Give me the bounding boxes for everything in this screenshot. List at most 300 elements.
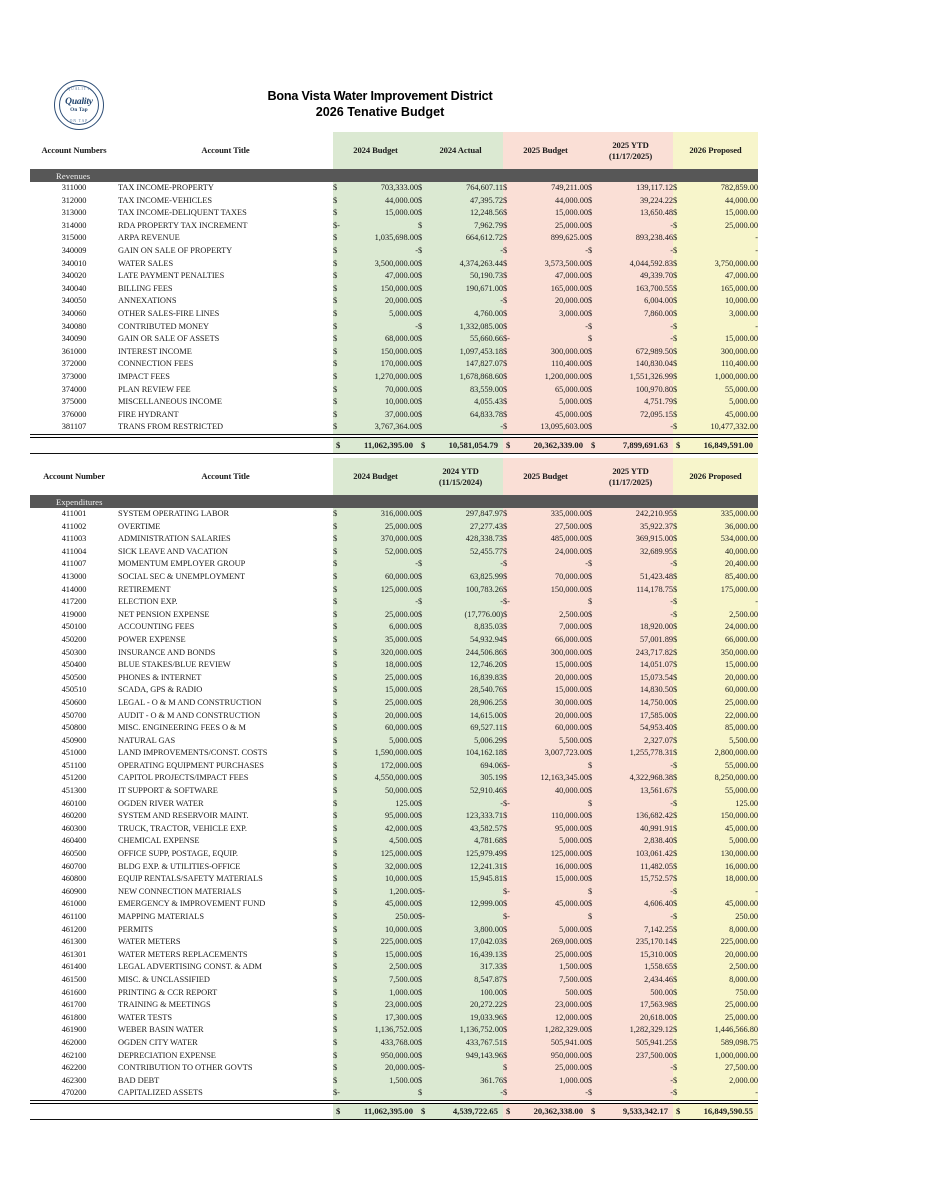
- cell-amount: 55,000.00: [685, 785, 758, 798]
- cell-amount: 36,000.00: [685, 521, 758, 534]
- cell-currency-symbol: $: [418, 747, 430, 760]
- cell-currency-symbol: $-: [503, 760, 515, 773]
- cell-currency-symbol: $: [588, 823, 600, 836]
- cell-currency-symbol: $: [418, 798, 430, 811]
- cell-amount: -: [515, 1087, 588, 1100]
- table-row: [30, 371, 758, 384]
- cell-amount: 5,000.00: [685, 835, 758, 848]
- cell-amount: 7,500.00: [515, 974, 588, 987]
- header-2024-actual: 2024 Actual: [418, 132, 503, 169]
- cell-amount: 39,224.22: [600, 195, 673, 208]
- table-row: [30, 735, 758, 748]
- cell-amount: 55,660.66: [430, 333, 503, 346]
- cell-account-title: AUDIT - O & M AND CONSTRUCTION: [118, 710, 261, 720]
- cell-currency-symbol: $: [503, 245, 515, 258]
- cell-currency-symbol: $: [673, 384, 685, 397]
- cell-account-title: INTEREST INCOME: [118, 346, 192, 356]
- cell-amount: 8,000.00: [685, 924, 758, 937]
- table-row: [30, 911, 758, 924]
- cell-currency-symbol: $: [588, 546, 600, 559]
- cell-account-title: POWER EXPENSE: [118, 634, 186, 644]
- cell-account-number: 450510: [61, 685, 87, 695]
- cell-amount: 1,558.65: [600, 961, 673, 974]
- page-title: Bona Vista Water Improvement District: [267, 89, 493, 103]
- cell-amount: 55,000.00: [685, 384, 758, 397]
- cell-amount: 5,500.00: [685, 735, 758, 748]
- totals-blank-acct: [30, 437, 118, 453]
- cell-account-title: LEGAL ADVERTISING CONST. & ADM: [118, 962, 262, 972]
- cell-currency-symbol: $: [673, 546, 685, 559]
- cell-currency-symbol: $: [503, 1075, 515, 1088]
- cell-amount: 4,322,968.38: [600, 772, 673, 785]
- cell-currency-symbol: $: [333, 609, 345, 622]
- cell-amount: 85,400.00: [685, 571, 758, 584]
- cell-currency-symbol: $: [588, 295, 600, 308]
- cell-amount: 297,847.97: [430, 508, 503, 521]
- cell-amount: 5,000.00: [685, 396, 758, 409]
- cell-amount: 40,991.91: [600, 823, 673, 836]
- cell-account-title: TAX INCOME-PROPERTY: [118, 183, 214, 192]
- cell-account-title: OPERATING EQUIPMENT PURCHASES: [118, 760, 264, 770]
- table-row: [30, 772, 758, 785]
- table-row: [30, 396, 758, 409]
- cell-currency-symbol: $: [673, 270, 685, 283]
- cell-amount: -: [600, 760, 673, 773]
- cell-currency-symbol: $: [418, 346, 430, 359]
- cell-amount: 17,300.00: [345, 1012, 418, 1025]
- cell-amount: 433,767.51: [430, 1037, 503, 1050]
- cell-account-number: 450300: [61, 647, 87, 657]
- cell-amount: -: [515, 321, 588, 334]
- table-row: [30, 672, 758, 685]
- table-row: [30, 1037, 758, 1050]
- cell-account-number: 340020: [61, 271, 87, 281]
- cell-currency-symbol: $: [588, 760, 600, 773]
- cell-currency-symbol: $: [503, 772, 515, 785]
- cell-account-title: WATER TESTS: [118, 1012, 172, 1022]
- totals-currency-symbol: $: [418, 437, 430, 453]
- cell-account-title: OTHER SALES-FIRE LINES: [118, 308, 220, 318]
- cell-currency-symbol: $: [333, 371, 345, 384]
- table-row: [30, 409, 758, 422]
- cell-currency-symbol: $: [503, 232, 515, 245]
- cell-currency-symbol: $: [588, 232, 600, 245]
- cell-amount: 150,000.00: [345, 346, 418, 359]
- table-row: [30, 195, 758, 208]
- cell-amount: 60,000.00: [685, 684, 758, 697]
- cell-currency-symbol: $: [418, 596, 430, 609]
- cell-amount: 172,000.00: [345, 760, 418, 773]
- cell-currency-symbol: $: [588, 747, 600, 760]
- cell-currency-symbol: $: [588, 659, 600, 672]
- totals-amount: 20,362,339.00: [515, 437, 588, 453]
- cell-account-number: 461301: [61, 949, 87, 959]
- cell-account-title: IT SUPPORT & SOFTWARE: [118, 786, 218, 796]
- cell-currency-symbol: $: [333, 886, 345, 899]
- cell-amount: 505,941.25: [600, 1037, 673, 1050]
- cell-amount: 50,190.73: [430, 270, 503, 283]
- cell-amount: 15,000.00: [515, 684, 588, 697]
- cell-currency-symbol: $: [503, 861, 515, 874]
- cell-amount: 361.76: [430, 1075, 503, 1088]
- cell-amount: 43,582.57: [430, 823, 503, 836]
- cell-amount: 13,095,603.00: [515, 421, 588, 434]
- cell-account-number: 461700: [61, 1000, 87, 1010]
- cell-currency-symbol: $: [673, 245, 685, 258]
- cell-account-number: 451000: [61, 748, 87, 758]
- cell-amount: 300,000.00: [685, 346, 758, 359]
- cell-currency-symbol: $: [333, 308, 345, 321]
- totals-bottom-rule: [30, 453, 758, 456]
- cell-currency-symbol: $: [588, 182, 600, 195]
- cell-currency-symbol: $: [418, 384, 430, 397]
- cell-currency-symbol: $: [418, 182, 430, 195]
- cell-currency-symbol: $: [333, 1037, 345, 1050]
- cell-currency-symbol: $: [333, 409, 345, 422]
- exp-header-2025-ytd-line1: 2025 YTD: [612, 466, 649, 476]
- cell-amount: 6,004.00: [600, 295, 673, 308]
- table-row: [30, 684, 758, 697]
- cell-currency-symbol: $: [333, 722, 345, 735]
- cell-currency-symbol: $: [418, 1075, 430, 1088]
- cell-currency-symbol: $: [673, 396, 685, 409]
- cell-amount: 70,000.00: [345, 384, 418, 397]
- cell-currency-symbol: $: [503, 722, 515, 735]
- cell-currency-symbol: $: [588, 1012, 600, 1025]
- table-row: [30, 245, 758, 258]
- cell-account-title: MISCELLANEOUS INCOME: [118, 397, 222, 407]
- cell-account-title: PLAN REVIEW FEE: [118, 384, 191, 394]
- section-bar-row: [30, 495, 758, 508]
- cell-amount: 433,768.00: [345, 1037, 418, 1050]
- cell-amount: [430, 886, 503, 899]
- cell-account-title: SOCIAL SEC & UNEMPLOYMENT: [118, 571, 246, 581]
- cell-amount: -: [430, 295, 503, 308]
- table-row: [30, 421, 758, 434]
- cell-currency-symbol: $: [673, 961, 685, 974]
- cell-currency-symbol: $: [418, 195, 430, 208]
- table-row: [30, 609, 758, 622]
- cell-account-title: SICK LEAVE AND VACATION: [118, 546, 228, 556]
- cell-currency-symbol: $: [418, 621, 430, 634]
- cell-amount: 175,000.00: [685, 584, 758, 597]
- cell-account-number: 470200: [61, 1088, 87, 1098]
- table-row: [30, 596, 758, 609]
- cell-amount: -: [515, 558, 588, 571]
- cell-currency-symbol: $: [588, 722, 600, 735]
- cell-amount: 2,500.00: [685, 609, 758, 622]
- cell-amount: 428,338.73: [430, 533, 503, 546]
- cell-currency-symbol: $: [588, 621, 600, 634]
- cell-account-number: 460500: [61, 849, 87, 859]
- cell-amount: -: [430, 798, 503, 811]
- cell-amount: -: [600, 596, 673, 609]
- table-row: [30, 207, 758, 220]
- cell-account-title: OVERTIME: [118, 521, 161, 531]
- cell-amount: 3,750,000.00: [685, 258, 758, 271]
- cell-amount: -: [685, 1087, 758, 1100]
- table-row: [30, 873, 758, 886]
- cell-account-number: 451200: [61, 773, 87, 783]
- cell-currency-symbol: $: [418, 421, 430, 434]
- totals-amount: 9,533,342.17: [600, 1103, 673, 1119]
- cell-amount: 125.00: [685, 798, 758, 811]
- cell-currency-symbol: $: [673, 358, 685, 371]
- cell-amount: 14,051.07: [600, 659, 673, 672]
- cell-amount: 18,000.00: [685, 873, 758, 886]
- cell-currency-symbol: $: [333, 384, 345, 397]
- cell-currency-symbol: $: [673, 1075, 685, 1088]
- table-row: [30, 848, 758, 861]
- cell-account-title: TAX INCOME-DELIQUENT TAXES: [118, 208, 247, 218]
- exp-header-2025-budget: 2025 Budget: [503, 458, 588, 495]
- exp-header-2024-budget: 2024 Budget: [333, 458, 418, 495]
- cell-amount: 18,000.00: [345, 659, 418, 672]
- cell-currency-symbol: $: [418, 207, 430, 220]
- cell-amount: 85,000.00: [685, 722, 758, 735]
- cell-amount: 190,671.00: [430, 283, 503, 296]
- cell-account-title: RETIREMENT: [118, 584, 171, 594]
- cell-amount: 2,500.00: [685, 961, 758, 974]
- cell-amount: 4,751.79: [600, 396, 673, 409]
- cell-currency-symbol: $: [503, 207, 515, 220]
- cell-amount: 1,282,329.00: [515, 1024, 588, 1037]
- totals-amount: 20,362,338.00: [515, 1103, 588, 1119]
- cell-currency-symbol: $: [503, 508, 515, 521]
- cell-amount: 100,783.26: [430, 584, 503, 597]
- cell-currency-symbol: $: [503, 220, 515, 233]
- cell-currency-symbol: $: [333, 647, 345, 660]
- cell-amount: 19,033.96: [430, 1012, 503, 1025]
- cell-currency-symbol: $: [673, 333, 685, 346]
- cell-amount: 13,561.67: [600, 785, 673, 798]
- cell-amount: 1,000.00: [345, 987, 418, 1000]
- cell-amount: 18,920.00: [600, 621, 673, 634]
- cell-amount: 20,000.00: [345, 710, 418, 723]
- exp-header-2025-ytd-line2: (11/17/2025): [608, 476, 653, 487]
- cell-currency-symbol: $: [418, 785, 430, 798]
- cell-currency-symbol: $-: [333, 1087, 345, 1100]
- cell-amount: 3,500,000.00: [345, 258, 418, 271]
- cell-amount: 1,097,453.18: [430, 346, 503, 359]
- table-row: [30, 974, 758, 987]
- cell-amount: 64,833.78: [430, 409, 503, 422]
- cell-amount: 103,061.42: [600, 848, 673, 861]
- cell-amount: -: [600, 220, 673, 233]
- cell-amount: 1,678,868.60: [430, 371, 503, 384]
- cell-currency-symbol: $: [418, 987, 430, 1000]
- cell-currency-symbol: $: [503, 558, 515, 571]
- cell-amount: 15,310.00: [600, 949, 673, 962]
- cell-account-title: INSURANCE AND BONDS: [118, 647, 216, 657]
- totals-bottom-rule: [30, 1119, 758, 1122]
- cell-currency-symbol: $: [418, 835, 430, 848]
- cell-currency-symbol: $: [503, 747, 515, 760]
- cell-currency-symbol: $: [503, 358, 515, 371]
- table-row: [30, 861, 758, 874]
- cell-account-number: 461200: [61, 924, 87, 934]
- cell-currency-symbol: $: [418, 584, 430, 597]
- totals-amount: 16,849,590.55: [685, 1103, 758, 1119]
- cell-amount: [430, 1062, 503, 1075]
- cell-amount: 110,000.00: [515, 810, 588, 823]
- cell-currency-symbol: $: [673, 321, 685, 334]
- cell-currency-symbol: $: [673, 596, 685, 609]
- cell-amount: 5,000.00: [345, 308, 418, 321]
- cell-amount: 52,910.46: [430, 785, 503, 798]
- cell-currency-symbol: $: [503, 609, 515, 622]
- table-row: [30, 949, 758, 962]
- cell-currency-symbol: $: [333, 508, 345, 521]
- cell-amount: 15,000.00: [515, 873, 588, 886]
- cell-currency-symbol: $: [673, 409, 685, 422]
- cell-currency-symbol: $: [588, 961, 600, 974]
- cell-amount: 110,400.00: [685, 358, 758, 371]
- cell-currency-symbol: $: [333, 961, 345, 974]
- cell-amount: -: [600, 886, 673, 899]
- cell-currency-symbol: $: [418, 258, 430, 271]
- cell-amount: 5,000.00: [515, 835, 588, 848]
- cell-currency-symbol: $: [333, 584, 345, 597]
- cell-account-number: 461000: [61, 899, 87, 909]
- cell-amount: 25,000.00: [685, 1012, 758, 1025]
- cell-amount: 20,272.22: [430, 999, 503, 1012]
- cell-amount: 243,717.82: [600, 647, 673, 660]
- cell-amount: -: [600, 333, 673, 346]
- cell-amount: 1,136,752.00: [430, 1024, 503, 1037]
- exp-header-2024-ytd: [418, 458, 503, 495]
- cell-currency-symbol: $: [503, 961, 515, 974]
- section-label: Expenditures: [30, 495, 758, 508]
- cell-currency-symbol: $: [673, 949, 685, 962]
- cell-amount: -: [430, 245, 503, 258]
- cell-amount: 60,000.00: [515, 722, 588, 735]
- table-row: [30, 659, 758, 672]
- cell-currency-symbol: $: [503, 295, 515, 308]
- cell-currency-symbol: $: [673, 974, 685, 987]
- cell-currency-symbol: $: [333, 270, 345, 283]
- cell-currency-symbol: $: [673, 747, 685, 760]
- table-row: [30, 1062, 758, 1075]
- cell-amount: 250.00: [685, 911, 758, 924]
- cell-amount: 5,000.00: [515, 924, 588, 937]
- header-account-title: Account Title: [118, 132, 333, 169]
- cell-amount: 5,000.00: [345, 735, 418, 748]
- cell-amount: 123,333.71: [430, 810, 503, 823]
- cell-amount: 25,000.00: [515, 1062, 588, 1075]
- cell-currency-symbol: $: [503, 848, 515, 861]
- cell-amount: 45,000.00: [515, 898, 588, 911]
- cell-account-number: 411001: [61, 509, 87, 518]
- cell-amount: -: [600, 798, 673, 811]
- cell-currency-symbol: $: [588, 1037, 600, 1050]
- cell-currency-symbol: $: [503, 321, 515, 334]
- exp-header-2026-proposed: 2026 Proposed: [673, 458, 758, 495]
- cell-currency-symbol: $: [673, 710, 685, 723]
- cell-currency-symbol: $: [418, 245, 430, 258]
- table-row: [30, 321, 758, 334]
- cell-currency-symbol: $: [588, 898, 600, 911]
- cell-account-title: BLDG EXP. & UTILITIES-OFFICE: [118, 861, 241, 871]
- cell-account-number: 460300: [61, 823, 87, 833]
- cell-currency-symbol: $: [503, 571, 515, 584]
- cell-amount: 242,210.95: [600, 508, 673, 521]
- cell-currency-symbol: $: [503, 195, 515, 208]
- cell-currency-symbol: $: [418, 270, 430, 283]
- cell-amount: -: [685, 596, 758, 609]
- cell-amount: 25,000.00: [515, 949, 588, 962]
- cell-currency-symbol: $: [503, 873, 515, 886]
- cell-currency-symbol: $: [588, 358, 600, 371]
- cell-account-number: 340090: [61, 334, 87, 344]
- cell-amount: 60,000.00: [345, 571, 418, 584]
- cell-currency-symbol: $: [588, 886, 600, 899]
- cell-currency-symbol: $: [588, 333, 600, 346]
- cell-amount: [430, 911, 503, 924]
- cell-currency-symbol: $: [418, 220, 430, 233]
- cell-amount: 44,000.00: [345, 195, 418, 208]
- section-label: Revenues: [30, 169, 758, 182]
- cell-amount: 125,000.00: [345, 848, 418, 861]
- cell-account-number: 461600: [61, 987, 87, 997]
- table-row: [30, 308, 758, 321]
- cell-amount: 130,000.00: [685, 848, 758, 861]
- cell-currency-symbol: $: [333, 232, 345, 245]
- cell-currency-symbol: $: [588, 609, 600, 622]
- document-titles: [0, 88, 760, 120]
- cell-amount: 7,142.25: [600, 924, 673, 937]
- cell-amount: 23,000.00: [345, 999, 418, 1012]
- cell-currency-symbol: $: [673, 207, 685, 220]
- cell-account-title: SCADA, GPS & RADIO: [118, 685, 203, 695]
- cell-currency-symbol: $: [418, 232, 430, 245]
- cell-currency-symbol: $: [503, 308, 515, 321]
- cell-currency-symbol: $: [418, 722, 430, 735]
- cell-account-title: PRINTING & CCR REPORT: [118, 987, 218, 997]
- cell-currency-symbol: $: [588, 999, 600, 1012]
- cell-currency-symbol: $: [418, 684, 430, 697]
- cell-account-title: WATER METERS REPLACEMENTS: [118, 949, 248, 959]
- cell-currency-symbol: $: [673, 760, 685, 773]
- cell-currency-symbol: $: [418, 333, 430, 346]
- cell-amount: 8,000.00: [685, 974, 758, 987]
- cell-currency-symbol: $: [333, 245, 345, 258]
- cell-amount: 369,915.00: [600, 533, 673, 546]
- cell-currency-symbol: $: [588, 584, 600, 597]
- cell-currency-symbol: $: [588, 321, 600, 334]
- cell-account-number: 450200: [61, 634, 87, 644]
- expenditures-header-row: [30, 458, 758, 495]
- cell-currency-symbol: $: [503, 1024, 515, 1037]
- cell-amount: 14,750.00: [600, 697, 673, 710]
- cell-currency-symbol: $: [333, 195, 345, 208]
- cell-account-title: SYSTEM AND RESERVOIR MAINT.: [118, 811, 249, 821]
- cell-amount: 370,000.00: [345, 533, 418, 546]
- cell-currency-symbol: $: [333, 911, 345, 924]
- cell-amount: -: [345, 245, 418, 258]
- cell-amount: [515, 911, 588, 924]
- cell-currency-symbol: $-: [418, 886, 430, 899]
- cell-currency-symbol: $: [673, 659, 685, 672]
- cell-currency-symbol: $: [503, 384, 515, 397]
- cell-amount: 72,095.15: [600, 409, 673, 422]
- cell-currency-symbol: $: [418, 697, 430, 710]
- cell-currency-symbol: $: [588, 308, 600, 321]
- cell-amount: 2,000.00: [685, 1075, 758, 1088]
- cell-amount: 17,042.03: [430, 936, 503, 949]
- cell-currency-symbol: $: [503, 647, 515, 660]
- cell-account-number: 450400: [61, 660, 87, 670]
